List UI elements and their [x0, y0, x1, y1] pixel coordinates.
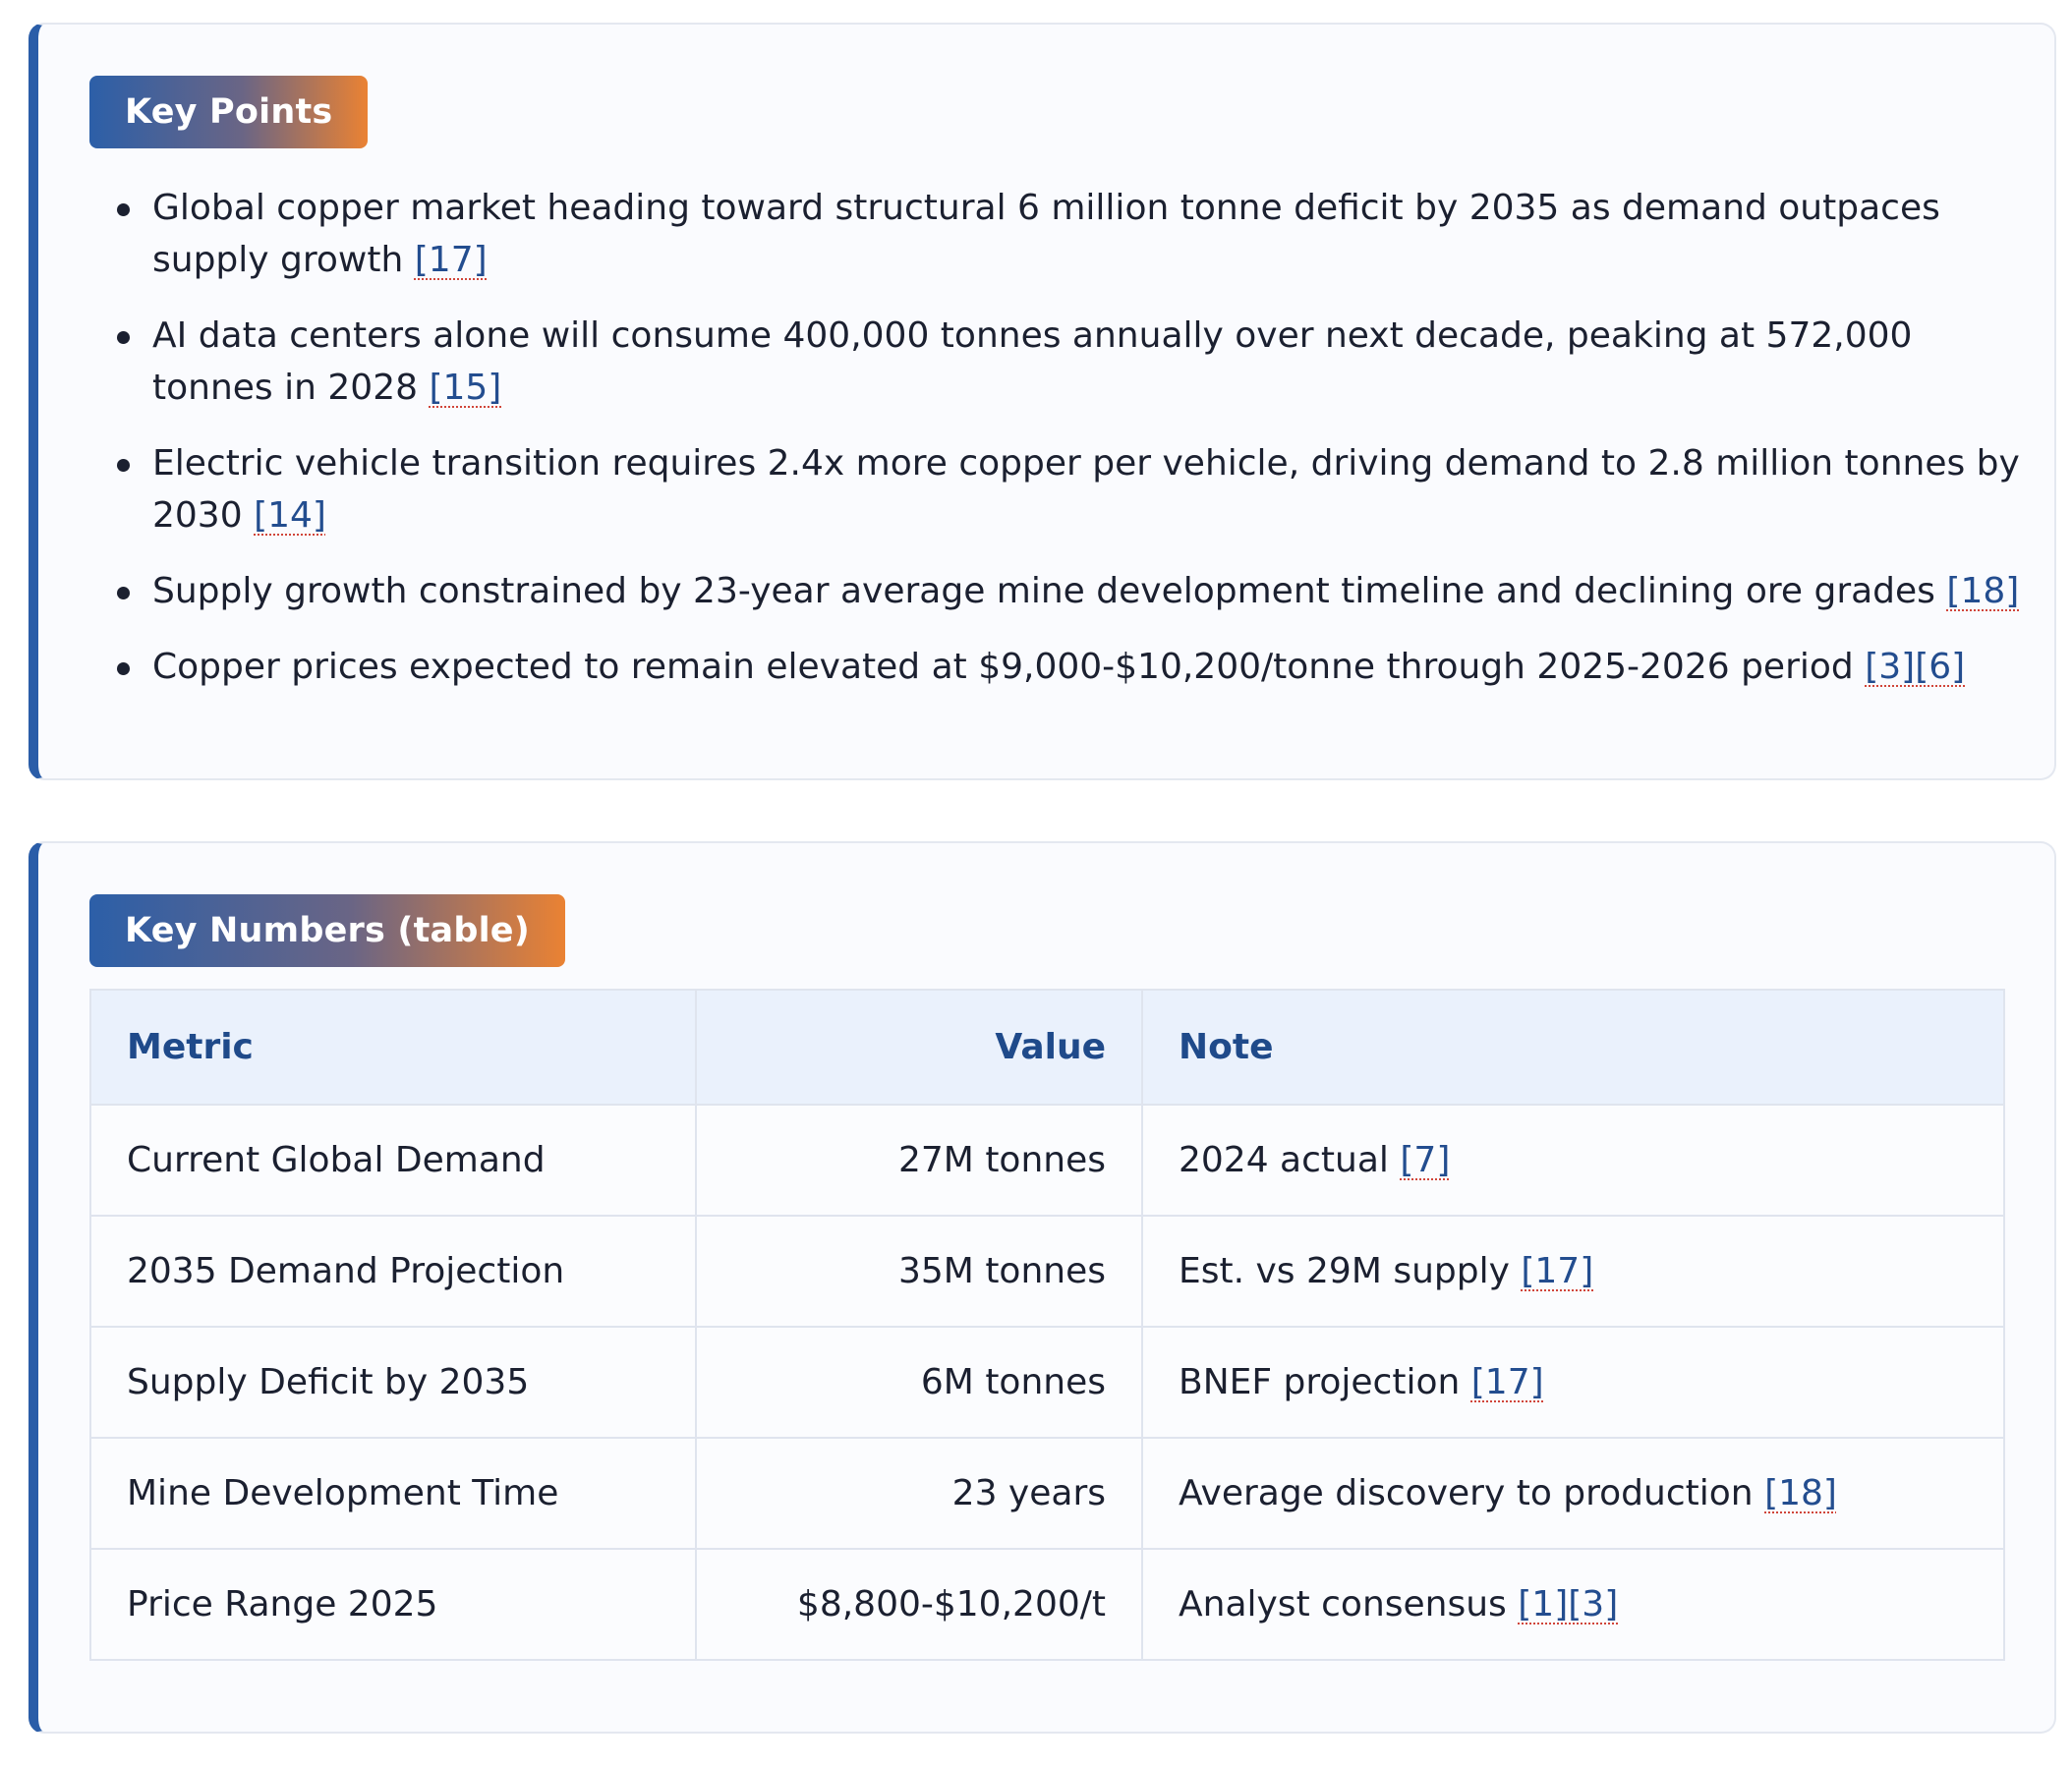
note-text: 2024 actual	[1179, 1140, 1389, 1180]
list-item-text: Copper prices expected to remain elevated at $9,000-$10,200/tonne through 2025-2026 period	[152, 647, 1854, 687]
list-item	[152, 641, 2020, 693]
citation-link[interactable]: [18]	[1764, 1473, 1837, 1513]
table-row	[90, 1438, 2004, 1549]
metric-cell: Price Range 2025	[90, 1549, 696, 1660]
citation-link[interactable]: [7]	[1400, 1140, 1451, 1180]
note-cell	[1142, 1216, 2004, 1327]
key-numbers-card	[29, 841, 2056, 1734]
note-cell	[1142, 1105, 2004, 1216]
table-row	[90, 1105, 2004, 1216]
list-item	[152, 437, 2020, 542]
metric-cell: Supply Deficit by 2035	[90, 1327, 696, 1438]
citation-link[interactable]: [17]	[414, 240, 488, 280]
table-row	[90, 1216, 2004, 1327]
metric-cell: Mine Development Time	[90, 1438, 696, 1549]
citation-link[interactable]: [17]	[1470, 1362, 1544, 1402]
key-numbers-table	[89, 989, 2005, 1661]
key-numbers-title: Key Numbers (table)	[89, 894, 565, 967]
citation-link[interactable]: [17]	[1521, 1251, 1594, 1291]
table-row	[90, 1327, 2004, 1438]
metric-cell: Current Global Demand	[90, 1105, 696, 1216]
key-points-title: Key Points	[89, 76, 368, 148]
column-header-value: Value	[696, 990, 1142, 1105]
key-points-list	[152, 182, 2020, 716]
list-item	[152, 310, 2020, 414]
note-cell	[1142, 1438, 2004, 1549]
value-cell: 23 years	[696, 1438, 1142, 1549]
metric-cell: 2035 Demand Projection	[90, 1216, 696, 1327]
list-item	[152, 565, 2020, 617]
note-cell	[1142, 1549, 2004, 1660]
note-text: Average discovery to production	[1179, 1473, 1754, 1513]
key-points-card	[29, 23, 2056, 780]
citation-link[interactable]: [1][3]	[1518, 1584, 1619, 1624]
value-cell: 35M tonnes	[696, 1216, 1142, 1327]
list-item-text: Global copper market heading toward structural 6 million tonne deficit by 2035 as demand outpaces supply growth	[152, 188, 1940, 280]
list-item-text: Electric vehicle transition requires 2.4x more copper per vehicle, driving demand to 2.8 million tonnes by 2030	[152, 443, 2020, 536]
column-header-note: Note	[1142, 990, 2004, 1105]
column-header-metric: Metric	[90, 990, 696, 1105]
value-cell: 6M tonnes	[696, 1327, 1142, 1438]
citation-link[interactable]: [3][6]	[1865, 647, 1966, 687]
table-row	[90, 1549, 2004, 1660]
note-text: BNEF projection	[1179, 1362, 1461, 1402]
value-cell: $8,800-$10,200/t	[696, 1549, 1142, 1660]
table-header-row	[90, 990, 2004, 1105]
list-item-text: AI data centers alone will consume 400,000 tonnes annually over next decade, peaking at 572,000 tonnes in 2028	[152, 315, 1913, 408]
list-item-text: Supply growth constrained by 23-year average mine development timeline and declining ore grades	[152, 571, 1935, 611]
list-item	[152, 182, 2020, 286]
citation-link[interactable]: [15]	[429, 368, 502, 408]
note-cell	[1142, 1327, 2004, 1438]
citation-link[interactable]: [14]	[254, 495, 326, 536]
note-text: Est. vs 29M supply	[1179, 1251, 1510, 1291]
note-text: Analyst consensus	[1179, 1584, 1507, 1624]
value-cell: 27M tonnes	[696, 1105, 1142, 1216]
citation-link[interactable]: [18]	[1946, 571, 2020, 611]
